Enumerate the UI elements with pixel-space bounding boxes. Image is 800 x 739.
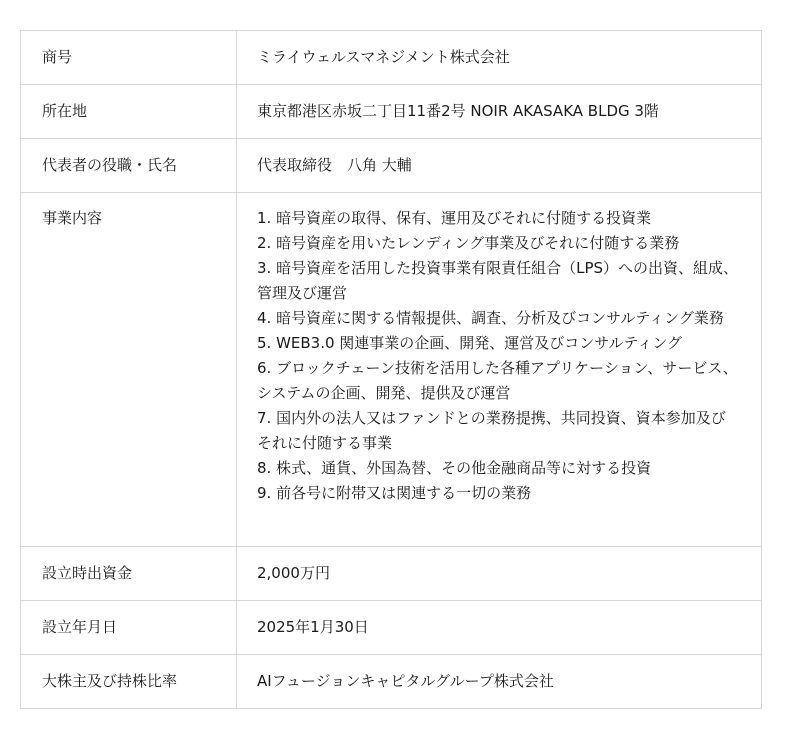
business-item: 6. ブロックチェーン技術を活用した各種アプリケーション、サービス、システムの企画、開発、提供及び運営 xyxy=(257,359,738,402)
row-business xyxy=(21,193,762,547)
row-label: 所在地 xyxy=(21,85,237,139)
business-item: 9. 前各号に附帯又は関連する一切の業務 xyxy=(257,484,532,502)
row-label: 代表者の役職・氏名 xyxy=(21,139,237,193)
row-label: 商号 xyxy=(21,31,237,85)
business-item: 4. 暗号資産に関する情報提供、調査、分析及びコンサルティング業務 xyxy=(257,309,724,327)
row-value: 2,000万円 xyxy=(237,547,762,601)
row-value: 2025年1月30日 xyxy=(237,601,762,655)
business-item: 3. 暗号資産を活用した投資事業有限責任組合（LPS）への出資、組成、管理及び運営 xyxy=(257,259,739,302)
row-value: AIフュージョンキャピタルグループ株式会社 xyxy=(237,655,762,709)
company-profile-table xyxy=(20,30,762,709)
business-item: 8. 株式、通貨、外国為替、その他金融商品等に対する投資 xyxy=(257,459,652,477)
row-company-name xyxy=(21,31,762,85)
row-address xyxy=(21,85,762,139)
row-established xyxy=(21,601,762,655)
business-item: 2. 暗号資産を用いたレンディング事業及びそれに付随する業務 xyxy=(257,234,680,252)
row-value: 東京都港区赤坂二丁目11番2号 NOIR AKASAKA BLDG 3階 xyxy=(237,85,762,139)
row-label: 事業内容 xyxy=(21,193,237,547)
row-label: 設立時出資金 xyxy=(21,547,237,601)
business-list xyxy=(257,206,745,506)
row-value: ミライウェルスマネジメント株式会社 xyxy=(237,31,762,85)
row-label: 大株主及び持株比率 xyxy=(21,655,237,709)
row-label: 設立年月日 xyxy=(21,601,237,655)
row-capital xyxy=(21,547,762,601)
row-value: 代表取締役 八角 大輔 xyxy=(237,139,762,193)
row-value xyxy=(237,193,762,547)
business-item: 5. WEB3.0 関連事業の企画、開発、運営及びコンサルティング xyxy=(257,334,683,352)
row-shareholder xyxy=(21,655,762,709)
business-item: 1. 暗号資産の取得、保有、運用及びそれに付随する投資業 xyxy=(257,209,652,227)
business-item: 7. 国内外の法人又はファンドとの業務提携、共同投資、資本参加及び それに付随する事業 xyxy=(257,409,726,452)
row-representative xyxy=(21,139,762,193)
